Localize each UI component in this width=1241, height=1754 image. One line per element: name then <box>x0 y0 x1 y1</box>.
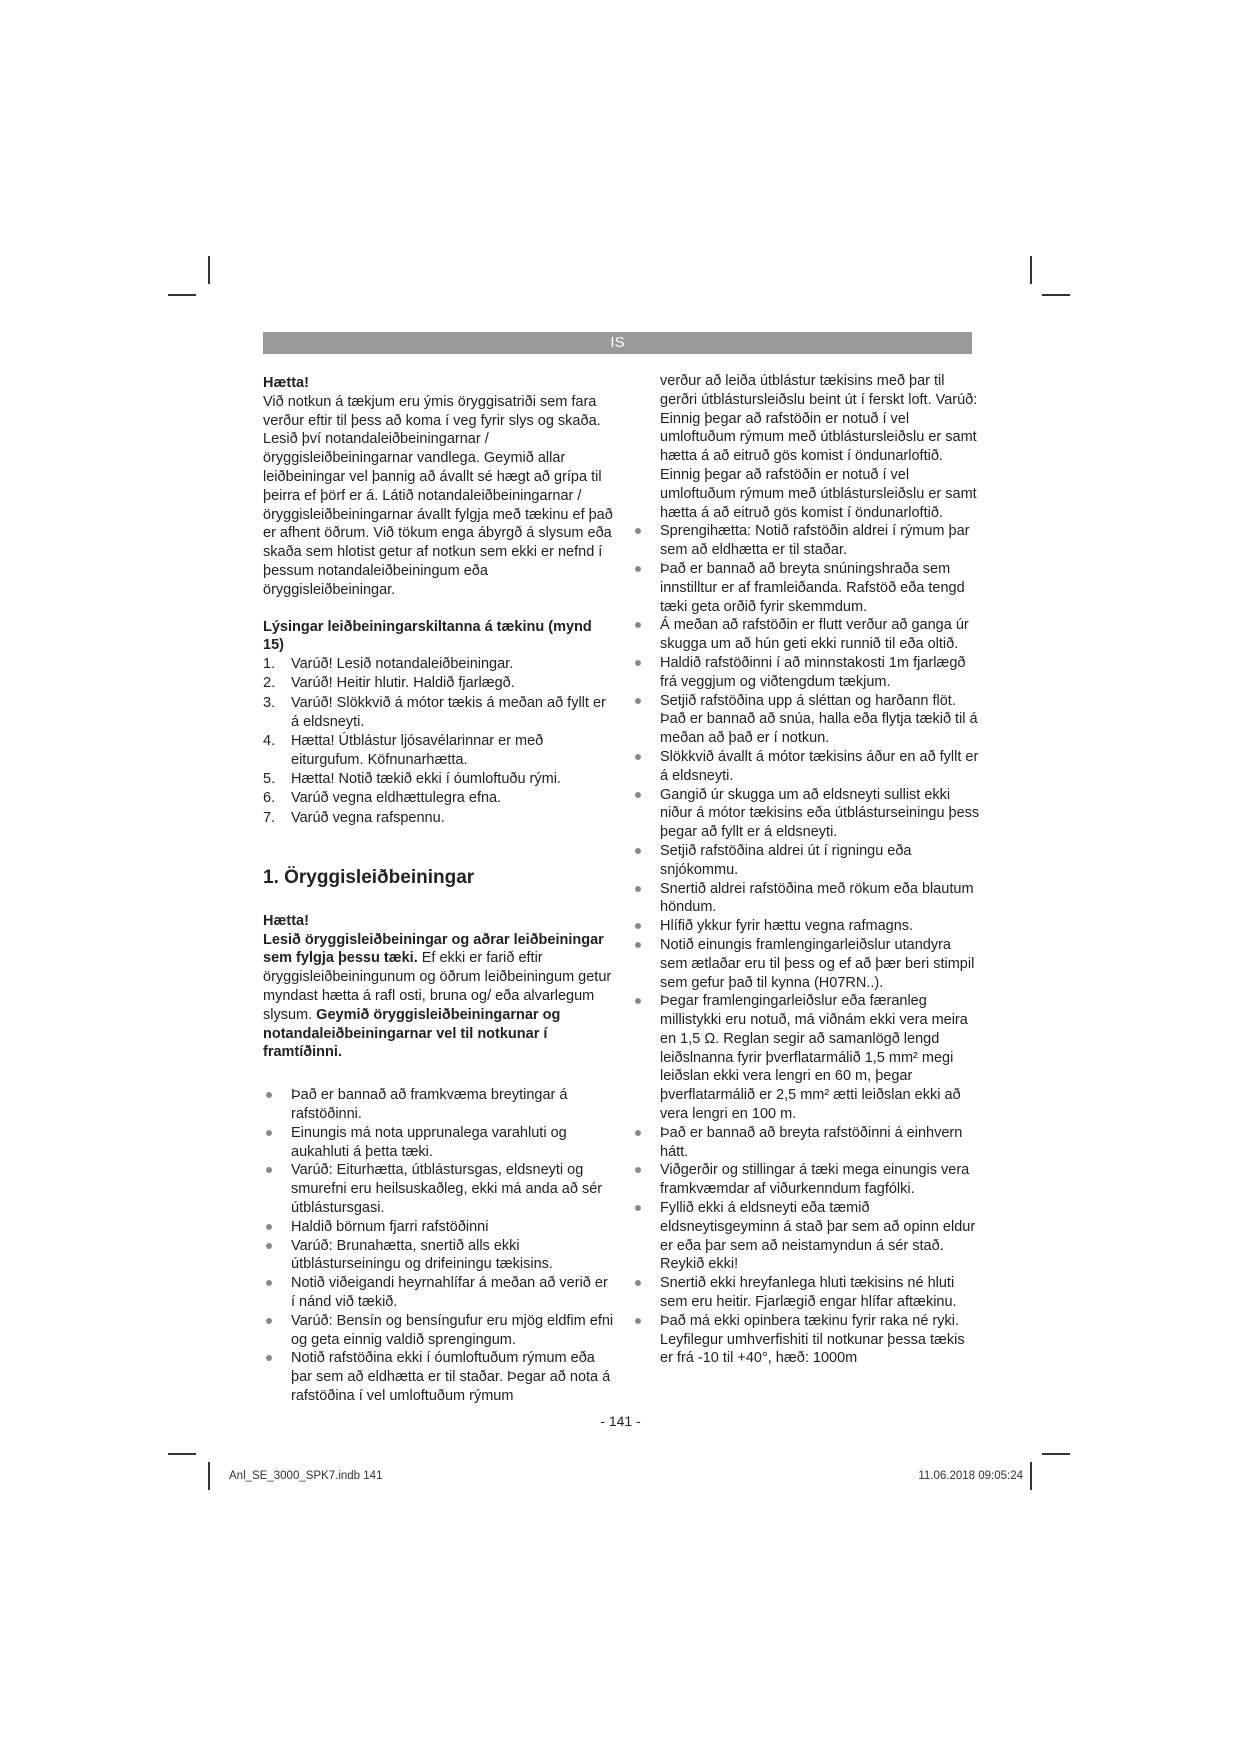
list-item: 7. Varúð vegna rafspennu. <box>263 809 445 826</box>
crop-mark <box>208 1462 210 1490</box>
list-item: Það er bannað að framkvæma breytingar á rafstöðinni. <box>263 1086 615 1124</box>
list-item: Notið rafstöðina ekki í óumloftuðum rýmum eða þar sem að eldhætta er til staðar. Þegar að nota á rafstöðina í vel umloftuðum rýmum <box>263 1349 615 1405</box>
section-title: 1. Öryggisleiðbeiningar <box>263 866 475 888</box>
danger-title: Hætta! <box>263 912 309 929</box>
list-item: 2. Varúð! Heitir hlutir. Haldið fjarlægð. <box>263 675 515 692</box>
safety-bullets-left <box>263 1086 615 1406</box>
list-item: Haldið börnum fjarri rafstöðinni <box>263 1218 615 1237</box>
crop-mark <box>1030 256 1032 284</box>
language-header: IS <box>263 332 972 354</box>
danger-text <box>263 931 615 1063</box>
list-item: 3. Varúð! Slökkvið á mótor tækis á meðan að fyllt er á eldsneyti. <box>263 694 606 730</box>
list-item: Snertið aldrei rafstöðina með rökum eða blautum höndum. <box>632 880 980 918</box>
list-item: Varúð: Eiturhætta, útblástursgas, eldsneyti og smurefni eru heilsuskaðleg, ekki má anda að sér útblástursgasi. <box>263 1161 615 1217</box>
footer-file: Anl_SE_3000_SPK7.indb 141 <box>229 1470 383 1482</box>
list-item: Fyllið ekki á eldsneyti eða tæmið eldsneytisgeyminn á stað þar sem að opinn eldur er eða þar sem að neistamyndun á sér stað. Reykið ekki! <box>632 1199 980 1274</box>
list-item: 5. Hætta! Notið tækið ekki í óumloftuðu rými. <box>263 770 561 787</box>
list-item: 6. Varúð vegna eldhættulegra efna. <box>263 790 502 807</box>
list-item: 4. Hætta! Útblástur ljósavélarinnar er með eiturgufum. Köfnunarhætta. <box>263 732 544 768</box>
safety-bullets-right <box>632 522 980 1368</box>
list-item: Snertið ekki hreyfanlega hluti tækisins né hluti sem eru heitir. Fjarlægið engar hlífar aftækinu. <box>632 1274 980 1312</box>
list-item: Einungis má nota upprunalega varahluti og aukahluti á þetta tæki. <box>263 1124 615 1162</box>
crop-mark <box>168 1453 196 1455</box>
danger-bold-2: Geymið öryggisleiðbeiningarnar og notandaleiðbeiningarnar vel til notkunar í framtíðinni. <box>263 1006 561 1061</box>
crop-mark <box>168 294 196 296</box>
page-number: - 141 - <box>600 1413 641 1429</box>
list-item: Það má ekki opinbera tækinu fyrir raka né ryki. Leyfilegur umhverfishiti til notkunar þessa tækis er frá -10 til +40°, hæð: 1000m <box>632 1312 980 1368</box>
list-item: Setjið rafstöðina aldrei út í rigningu eða snjókommu. <box>632 842 980 880</box>
list-item: Sprengihætta: Notið rafstöðin aldrei í rýmum þar sem að eldhætta er til staðar. <box>632 522 980 560</box>
list-item: Slökkvið ávallt á mótor tækisins áður en að fyllt er á eldsneyti. <box>632 748 980 786</box>
list-item: Notið einungis framlengingarleiðslur utandyra sem ætlaðar eru til þess og ef að þær beri stimpil sem gefur það til kynna (H07RN..). <box>632 936 980 992</box>
crop-mark <box>1030 1462 1032 1490</box>
list-item: Hlífið ykkur fyrir hættu vegna rafmagns. <box>632 917 980 936</box>
list-item: Á meðan að rafstöðin er flutt verður að ganga úr skugga um að hún geti ekki runnið til eða oltið. <box>632 616 980 654</box>
danger-bold-1: Lesið öryggisleiðbeiningar og aðrar leiðbeiningar sem fylgja þessu tæki. <box>263 931 604 967</box>
list-item: Notið viðeigandi heyrnahlífar á meðan að verið er í nánd við tækið. <box>263 1274 615 1312</box>
list-item: Haldið rafstöðinni í að minnstakosti 1m fjarlægð frá veggjum og viðtengdum tækjum. <box>632 654 980 692</box>
danger-body: Ef ekki er farið eftir öryggisleiðbeiningunum og öðrum leiðbeiningum getur myndast hætta á rafl osti, bruna og/ eða alvarlegum slysum. <box>263 950 612 1023</box>
footer-timestamp: 11.06.2018 09:05:24 <box>918 1470 1023 1482</box>
warning-title: Hætta! <box>263 375 309 391</box>
left-column <box>263 374 615 1406</box>
list-item: Varúð: Brunahætta, snertið alls ekki útblásturseiningu og drifeiningu tækisins. <box>263 1237 615 1275</box>
list-item: Varúð: Bensín og bensíngufur eru mjög eldfim efni og geta einnig valdið sprengingum. <box>263 1312 615 1350</box>
signs-list <box>263 655 615 827</box>
signs-title: Lýsingar leiðbeiningarskiltanna á tækinu (mynd 15) <box>263 618 592 654</box>
right-column <box>660 372 980 1368</box>
list-item: Viðgerðir og stillingar á tæki mega einungis vera framkvæmdar af viðurkenndum fagfólki. <box>632 1161 980 1199</box>
crop-mark <box>1042 294 1070 296</box>
warning-text: Við notkun á tækjum eru ýmis öryggisatriði sem fara verður eftir til þess að koma í veg fyrir slys og skaða. Lesið því notandaleiðbeiningarnar / öryggisleiðbeiningarnar vandlega. Geymið allar leiðbeiningar vel þannig að ávallt sé hægt að grípa til þeirra ef þörf er á. Látið notandaleiðbeiningarnar / öryggisleiðbeiningarnar ávallt fylgja með tækinu ef það er afhent öðrum. Við tökum enga ábyrgð á slysum eða skaða sem hlotist getur af notkun sem ekki er nefnd í þessum notandaleiðbeiningum eða öryggisleiðbeiningar. <box>263 393 613 598</box>
crop-mark <box>1042 1453 1070 1455</box>
list-item: Setjið rafstöðina upp á sléttan og harðann flöt. Það er bannað að snúa, halla eða flytja tækið til á meðan að það er í notkun. <box>632 692 980 748</box>
list-item: Það er bannað að breyta snúningshraða sem innstilltur er af framleiðanda. Rafstöð eða tengd tæki geta orðið fyrir skemmdum. <box>632 560 980 616</box>
crop-mark <box>208 256 210 284</box>
list-item: Gangið úr skugga um að eldsneyti sullist ekki niður á mótor tækisins eða útblásturseiningu þess þegar að fyllt er á eldsneyti. <box>632 786 980 842</box>
list-item: 1. Varúð! Lesið notandaleiðbeiningar. <box>263 656 514 673</box>
list-item: Þegar framlengingarleiðslur eða færanleg millistykki eru notuð, má viðnám ekki vera meira en 1,5 Ω. Reglan segir að samanlögð lengd leiðslnanna fyrir þverflatarmálið 1,5 mm² megi leiðslan ekki vera lengri en 60 m, þegar þverflatarmálið er 2,5 mm² ætti leiðslan ekki að vera lengri en 100 m. <box>632 992 980 1124</box>
continuation-text: verður að leiða útblástur tækisins með þar til gerðri útblástursleiðslu beint út í ferskt loft. Varúð: Einnig þegar að rafstöðin er notuð í vel umloftuðum rýmum með útblástursleiðslu er samt hætta á að eitruð gös komist í öndunarloftið. Einnig þegar að rafstöðin er notuð í vel umloftuðum rýmum með útblástursleiðslu er samt hætta á að eitruð gös komist í öndunarloftið. <box>660 373 978 521</box>
list-item: Það er bannað að breyta rafstöðinni á einhvern hátt. <box>632 1124 980 1162</box>
